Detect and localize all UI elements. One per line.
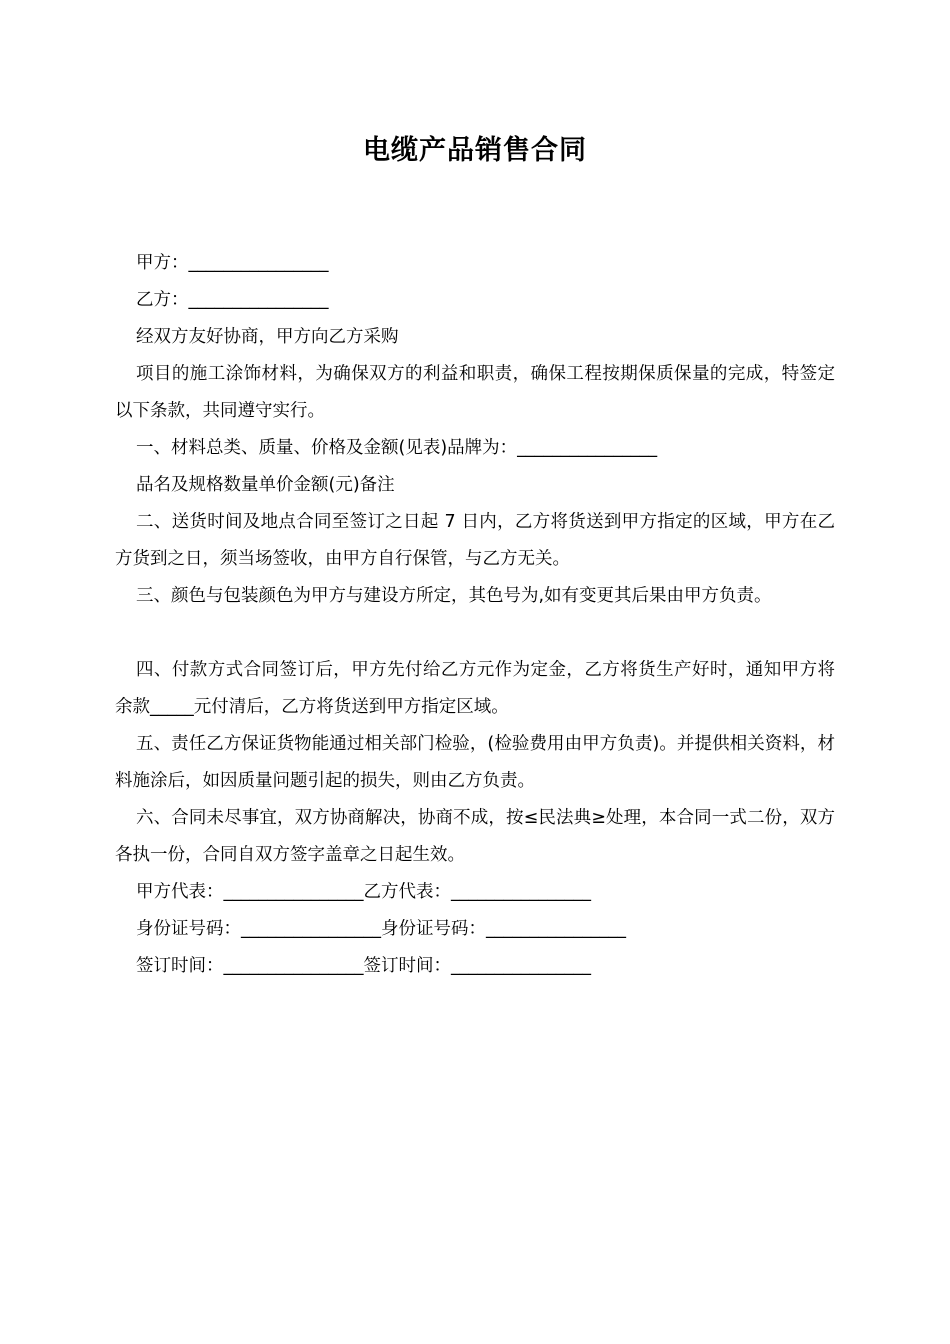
id-number-line: 身份证号码：________________身份证号码：________________ (136, 919, 626, 939)
blank-line (115, 615, 835, 652)
clause-2: 二、送货时间及地点合同至签订之日起 7 日内，乙方将货送到甲方指定的区域，甲方在乙方货到之日，须当场签收，由甲方自行保管，与乙方无关。 (115, 512, 835, 569)
party-b-line: 乙方：________________ (136, 290, 329, 310)
purpose-paragraph: 项目的施工涂饰材料，为确保双方的利益和职责，确保工程按期保质保量的完成，特签定以下条款，共同遵守实行。 (115, 364, 835, 421)
intro-paragraph: 经双方友好协商，甲方向乙方采购 (136, 327, 399, 347)
product-table-header: 品名及规格数量单价金额(元)备注 (136, 475, 395, 495)
clause-6: 六、合同未尽事宜，双方协商解决，协商不成，按≤民法典≥处理，本合同一式二份，双方各执一份，合同自双方签字盖章之日起生效。 (115, 808, 835, 865)
clause-4: 四、付款方式合同签订后，甲方先付给乙方元作为定金，乙方将货生产好时，通知甲方将余款_____元付清后，乙方将货送到甲方指定区域。 (115, 660, 835, 717)
representative-line: 甲方代表：________________乙方代表：________________ (136, 882, 591, 902)
clause-3: 三、颜色与包装颜色为甲方与建设方所定，其色号为,如有变更其后果由甲方负责。 (136, 586, 772, 606)
clause-1: 一、材料总类、质量、价格及金额(见表)品牌为：________________ (136, 438, 658, 458)
party-a-line: 甲方：________________ (136, 253, 329, 273)
clause-5: 五、责任乙方保证货物能通过相关部门检验，(检验费用由甲方负责)。并提供相关资料，材料施涂后，如因质量问题引起的损失，则由乙方负责。 (115, 734, 835, 791)
document-title: 电缆产品销售合同 (363, 135, 587, 166)
contract-body (115, 245, 835, 985)
signing-date-line: 签订时间：________________签订时间：________________ (136, 956, 591, 976)
